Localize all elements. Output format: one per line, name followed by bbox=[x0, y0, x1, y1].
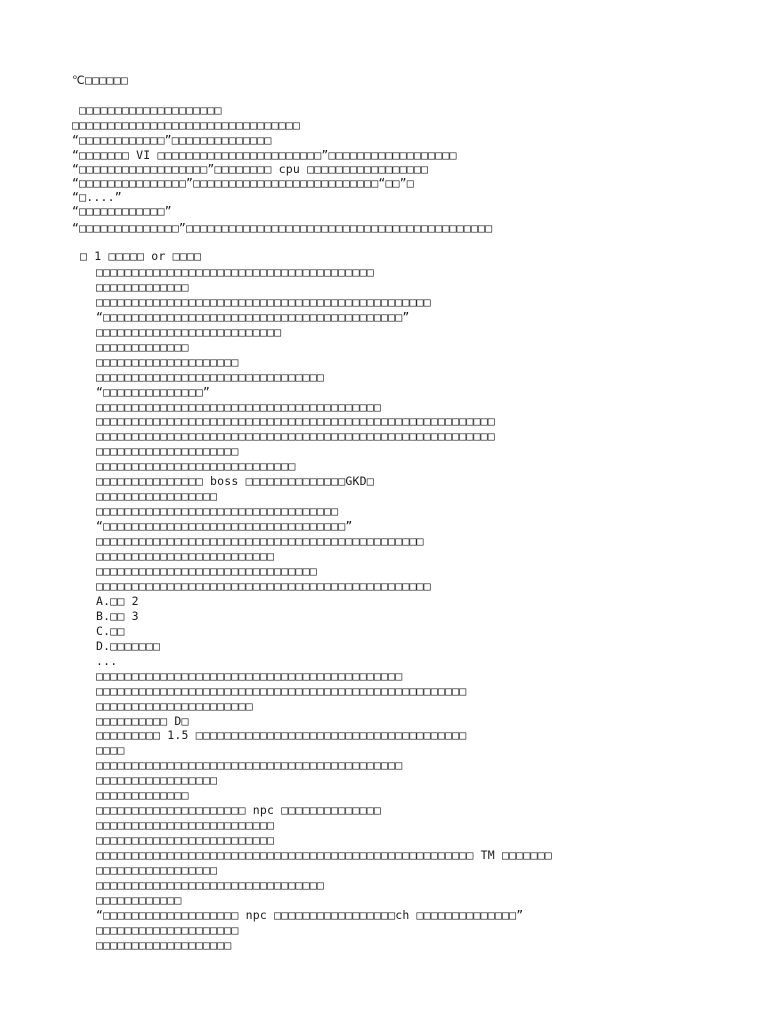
intro-line: “□□□□□□□ VI □□□□□□□□□□□□□□□□□□□□□□□”□□□□□□□□□□□□□□□□□□ bbox=[72, 148, 457, 162]
section-heading: □ 1 □□□□□ or □□□□ bbox=[80, 249, 202, 263]
body-line: D.□□□□□□□ bbox=[96, 639, 161, 653]
intro-line: □□□□□□□□□□□□□□□□□□□□ bbox=[72, 103, 222, 117]
body-line: □□□□□□□□□□□□□□□□□□□□ bbox=[96, 923, 239, 937]
intro-line: “□....” bbox=[72, 190, 122, 204]
body-line: □□□□□□□□□□□□□□□□□□□□□□□□□□□□□□□□□□□□□□□□□□□ bbox=[96, 758, 403, 772]
body-line: □□□□□□□□□□□□□□□□□□□□□□□□□□□□ bbox=[96, 459, 296, 473]
body-line: □□□□□□□□□□□□□□□□□□□□□□□□□□□□□□□□□□□□□□□□□□□□□□□□□□□□□ TM □□□□□□□ bbox=[96, 848, 552, 862]
body-line: C.□□ bbox=[96, 624, 125, 638]
body-line: □□□□□□□□□□□□□□□□□□□□□□□□□□□□□□□□□□□□□□□□□□□ bbox=[96, 669, 403, 683]
body-line: □□□□□□□□□□□□□□□□□□□□ bbox=[96, 355, 239, 369]
body-line: □□□□□□□□□ 1.5 □□□□□□□□□□□□□□□□□□□□□□□□□□□□□□□□□□□□□□ bbox=[96, 728, 467, 742]
intro-line: “□□□□□□□□□□□□”□□□□□□□□□□□□□□ bbox=[72, 133, 272, 147]
intro-line: “□□□□□□□□□□□□□□□□□□”□□□□□□□□ cpu □□□□□□□□□□□□□□□□□ bbox=[72, 162, 429, 176]
body-line: □□□□□□□□□□□□□□□□□□□□□□□□□□□□□□□□□□□□□□□□□□□□□□□□□□□□□□□□ bbox=[96, 414, 495, 428]
body-line: □□□□□□□□□□□□□□□□□□□□□□□□□□□□□□□□□□□□□□□□□□□□□□□ bbox=[96, 579, 431, 593]
body-line: □□□□□□□□□□□□□ bbox=[96, 788, 189, 802]
body-line: □□□□□□□□□□□□□□□□□ bbox=[96, 863, 218, 877]
body-line: □□□□□□□□□□□□□ bbox=[96, 280, 189, 294]
body-line: □□□□□□□□□□□□□□□□□□□□□□□□□ bbox=[96, 833, 275, 847]
body-line: □□□□□□□□□□□□□□□□□□□□□□□□□□□□□□□□ bbox=[96, 370, 324, 384]
body-line: “□□□□□□□□□□□□□□□□□□□□□□□□□□□□□□□□□□” bbox=[96, 519, 353, 533]
body-line: A.□□ 2 bbox=[96, 594, 139, 608]
intro-line: “□□□□□□□□□□□□” bbox=[72, 204, 172, 218]
body-line: “□□□□□□□□□□□□□□□□□□□ npc □□□□□□□□□□□□□□□□□ch □□□□□□□□□□□□□□” bbox=[96, 908, 524, 922]
body-line: “□□□□□□□□□□□□□□” bbox=[96, 385, 210, 399]
body-line: □□□□□□□□□□□□□□□ boss □□□□□□□□□□□□□□GKD□ bbox=[96, 474, 374, 488]
intro-line: “□□□□□□□□□□□□□□□”□□□□□□□□□□□□□□□□□□□□□□□□□□“□□”□ bbox=[72, 176, 414, 190]
body-line: □□□□□□□□□□□□□□□□□□□□□ npc □□□□□□□□□□□□□□ bbox=[96, 803, 381, 817]
body-line: □□□□□□□□□□□□□□□□□□□□ bbox=[96, 444, 239, 458]
body-line: □□□□□□□□□□ D□ bbox=[96, 714, 189, 728]
body-line: ... bbox=[96, 654, 118, 668]
body-line: □□□□□□□□□□□□ bbox=[96, 893, 182, 907]
body-line: □□□□□□□□□□□□□□□□□□□□□□□□□ bbox=[96, 818, 275, 832]
intro-line: “□□□□□□□□□□□□□□”□□□□□□□□□□□□□□□□□□□□□□□□□□□□□□□□□□□□□□□□□□□ bbox=[72, 221, 493, 235]
body-line: □□□□□□□□□□□□□□□□□□□□□□□□□□□□□□□□□□□□□□□ bbox=[96, 265, 374, 279]
body-line: □□□□□□□□□□□□□□□□□□□□□□□□□□□□□□□ bbox=[96, 564, 317, 578]
body-line: □□□□□□□□□□□□□□□□□□□□□□□□□□□□□□□□□□□□□□□□□□□□□□□□□□□□ bbox=[96, 684, 467, 698]
document-header: ℃□□□□□□ bbox=[72, 73, 128, 87]
body-line: □□□□□□□□□□□□□□□□□□□ bbox=[96, 938, 232, 952]
body-line: □□□□□□□□□□□□□□□□□□□□□□□□□□□□□□□□ bbox=[96, 878, 324, 892]
body-line: B.□□ 3 bbox=[96, 609, 139, 623]
body-line: □□□□□□□□□□□□□□□□□ bbox=[96, 773, 218, 787]
body-line: □□□□□□□□□□□□□□□□□□□□□□□□□□□□□□□□□□ bbox=[96, 504, 339, 518]
body-line: □□□□□□□□□□□□□□□□□□□□□□□□□ bbox=[96, 549, 275, 563]
body-line: □□□□□□□□□□□□□□□□□□□□□□□□□□□□□□□□□□□□□□□□□□□□□□ bbox=[96, 534, 424, 548]
intro-line: □□□□□□□□□□□□□□□□□□□□□□□□□□□□□□□□ bbox=[72, 118, 300, 132]
body-line: □□□□□□□□□□□□□□□□□□□□□□ bbox=[96, 699, 253, 713]
body-line: □□□□□□□□□□□□□□□□□□□□□□□□□□□□□□□□□□□□□□□□□□□□□□□□□□□□□□□□ bbox=[96, 429, 495, 443]
body-line: □□□□□□□□□□□□□ bbox=[96, 340, 189, 354]
body-line: “□□□□□□□□□□□□□□□□□□□□□□□□□□□□□□□□□□□□□□□□□□” bbox=[96, 310, 410, 324]
body-line: □□□□ bbox=[96, 743, 125, 757]
body-line: □□□□□□□□□□□□□□□□□□□□□□□□□□ bbox=[96, 325, 282, 339]
body-line: □□□□□□□□□□□□□□□□□ bbox=[96, 489, 218, 503]
body-line: □□□□□□□□□□□□□□□□□□□□□□□□□□□□□□□□□□□□□□□□□□□□□□□ bbox=[96, 295, 431, 309]
body-line: □□□□□□□□□□□□□□□□□□□□□□□□□□□□□□□□□□□□□□□□ bbox=[96, 400, 381, 414]
